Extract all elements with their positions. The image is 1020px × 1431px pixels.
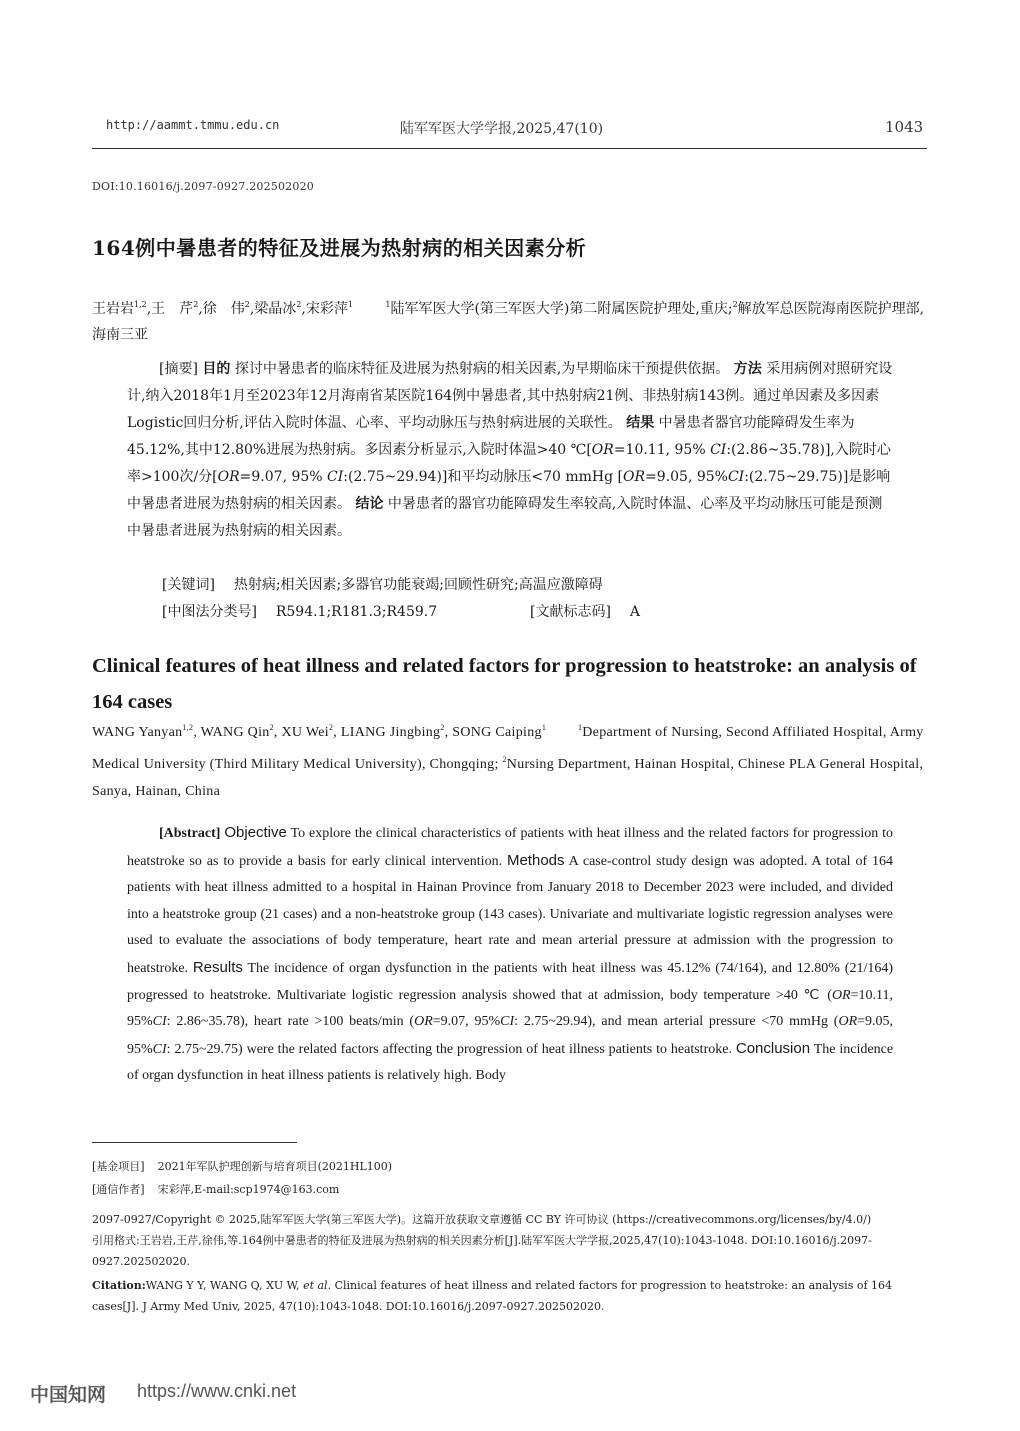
ci-term: CI — [500, 1014, 515, 1030]
methods-text: A case-control study design was adopted. A total of 164 patients with heat illness admitted to a hospital in Hainan Province from January 2018 to December 2023 were included, and divided into a heatstroke group (21 cases) and a non-heatstroke group (143 cases). Univariate and multivariate logistic regression analyses were used to evaluate the associations of body temperature, heart rate and mean arterial pressure at admission with the progression to heatstroke. — [127, 853, 893, 976]
doi: DOI:10.16016/j.2097-0927.202502020 — [92, 180, 314, 193]
methods-label: 方法 — [733, 361, 762, 377]
conclusion-label: 结论 — [355, 496, 384, 512]
classification-label: [中图法分类号] — [162, 604, 257, 620]
author-sup: 1,2 — [134, 300, 147, 309]
header-rule — [92, 148, 927, 149]
document-code-label: [文献标志码] — [530, 604, 611, 620]
keywords-text: 热射病;相关因素;多器官功能衰竭;回顾性研究;高温应激障碍 — [233, 577, 603, 593]
citation-text: . Clinical features of heat illness and related factors for progression to heatstroke: an analysis of 164 cases[J]. J Army Med Univ, 2025, 47(10):1043-1048. DOI:10.16016/j.2097-0927.202502020. — [92, 1279, 893, 1313]
results-text: : 2.75~29.75) were the related factors affecting the progression of heat illness patients to heatstroke. — [166, 1041, 732, 1057]
affiliation-sup: 1 — [385, 300, 391, 309]
authors-en — [92, 714, 928, 805]
objective-text: To explore the clinical characteristics of patients with heat illness and the related factors for progression to heatstroke so as to provide a basis for early clinical intervention. — [127, 826, 894, 869]
citation-etal: et al — [303, 1279, 328, 1292]
corr-label: [通信作者] — [92, 1183, 145, 1196]
document-code — [530, 601, 640, 621]
results-text: =9.05, 95% — [127, 1014, 894, 1057]
keywords-cn — [162, 574, 603, 594]
classification — [162, 601, 437, 621]
author-sup: 2 — [269, 723, 274, 732]
author-en: , WANG Qin — [193, 725, 270, 740]
abstract-label: [摘要] — [159, 361, 198, 377]
author-sup: 1 — [347, 300, 353, 309]
or-term: OR — [831, 987, 851, 1003]
citation-en — [92, 1275, 932, 1317]
results-text: =9.05, 95% — [645, 469, 728, 485]
abstract-cn — [127, 356, 893, 545]
author-en: , XU Wei — [273, 725, 329, 740]
or-term: OR — [591, 442, 614, 458]
conclusion-text: The incidence of organ dysfunction in heat illness patients is relatively high. Body — [127, 1041, 894, 1084]
citation-cn: 引用格式:王岩岩,王芹,徐伟,等.164例中暑患者的特征及进展为热射病的相关因素分析[J].陆军军医大学学报,2025,47(10):1043-1048. DOI:10.16016/j.2097-0927.202502020. — [92, 1234, 872, 1268]
citation-authors: WANG Y Y, WANG Q, XU W, — [145, 1279, 304, 1292]
classification-text: R594.1;R181.3;R459.7 — [275, 604, 438, 620]
corr-text: 宋彩萍,E-mail:scp1974@163.com — [157, 1183, 340, 1196]
author-en: , LIANG Jingbing — [333, 725, 441, 740]
ci-term: CI — [152, 1041, 167, 1057]
affiliation-cn: 陆军军医大学(第三军医大学)第二附属医院护理处,重庆; — [390, 301, 733, 317]
fund-text: 2021年军队护理创新与培育项目(2021HL100) — [157, 1160, 393, 1173]
title-en: Clinical features of heat illness and related factors for progression to heatstroke: an analysis of 164 cases — [92, 655, 917, 713]
ci-term: CI — [152, 1014, 167, 1030]
fund-label: [基金项目] — [92, 1160, 145, 1173]
or-term: OR — [838, 1014, 858, 1030]
results-text: =9.07, 95% — [239, 469, 328, 485]
affiliation-sup: 1 — [577, 723, 583, 732]
page-number: 1043 — [885, 118, 924, 136]
abstract-en — [127, 820, 893, 1090]
ci-term: CI — [727, 469, 745, 485]
author-sup: 1 — [541, 723, 547, 732]
author-sup: 2 — [440, 723, 445, 732]
objective-label: Objective — [224, 824, 287, 841]
author-sup: 1,2 — [182, 723, 194, 732]
ci-term: CI — [710, 442, 727, 458]
citation-label: Citation: — [92, 1279, 146, 1292]
objective-label: 目的 — [202, 361, 231, 377]
fund-footnote — [92, 1158, 392, 1174]
keywords-label: [关键词] — [162, 577, 215, 593]
author-cn: ,王 芹 — [146, 301, 194, 317]
affiliation-sup: 2 — [502, 755, 507, 764]
results-text: : 2.75~29.94), and mean arterial pressure <70 mmHg ( — [514, 1014, 839, 1030]
copyright-block — [92, 1209, 932, 1272]
header-url[interactable]: http://aammt.tmmu.edu.cn — [106, 118, 280, 132]
document-code-value: A — [629, 604, 640, 620]
author-sup: 2 — [328, 723, 334, 732]
author-sup: 2 — [193, 300, 199, 309]
authors-cn — [92, 292, 928, 348]
results-text: : 2.86~35.78), heart rate >100 beats/min ( — [166, 1014, 415, 1030]
footnote-rule — [92, 1142, 297, 1143]
correspondence-footnote — [92, 1181, 339, 1197]
author-cn: ,梁晶冰 — [249, 301, 297, 317]
author-en: , SONG Caiping — [444, 725, 542, 740]
header-journal: 陆军军医大学学报,2025,47(10) — [400, 121, 604, 137]
author-cn: ,徐 伟 — [198, 301, 245, 317]
copyright-text: 2097-0927/Copyright © 2025,陆军军医大学(第三军医大学)。这篇开放获取文章遵循 CC BY 许可协议 (https://creativecommons.org/licenses/by/4.0/) — [92, 1213, 872, 1226]
results-text: The incidence of organ dysfunction in the patients with heat illness was 45.12% (74/164), and 12.80% (21/164) progressed to heatstroke. Multivariate logistic regression analysis showed that at admission, body temperature >40 ℃ ( — [127, 960, 893, 1003]
objective-text: 探讨中暑患者的临床特征及进展为热射病的相关因素,为早期临床干预提供依据。 — [234, 361, 730, 377]
results-text: 中暑患者器官功能障碍发生率为45.12%,其中12.80%进展为热射病。多因素分析显示,入院时体温>40 ℃[ — [127, 415, 855, 458]
results-text: :(2.75~29.75)]是影响中暑患者进展为热射病的相关因素。 — [127, 469, 891, 512]
author-en: WANG Yanyan — [92, 725, 183, 740]
author-cn: ,宋彩萍 — [301, 301, 348, 317]
results-text: =10.11, 95% — [127, 987, 893, 1030]
methods-text: 采用病例对照研究设计,纳入2018年1月至2023年12月海南省某医院164例中暑患者,其中热射病21例、非热射病143例。通过单因素及多因素Logistic回归分析,评估入院时体温、心率、平均动脉压与热射病进展的关联性。 — [127, 361, 893, 431]
affiliation-sup: 2 — [732, 300, 738, 309]
title-cn: 164例中暑患者的特征及进展为热射病的相关因素分析 — [92, 236, 587, 260]
ci-term: CI — [327, 469, 344, 485]
conclusion-text: 中暑患者的器官功能障碍发生率较高,入院时体温、心率及平均动脉压可能是预测中暑患者进展为热射病的相关因素。 — [127, 496, 883, 539]
author-sup: 2 — [244, 300, 250, 309]
affiliation-en: Nursing Department, Hainan Hospital, Chinese PLA General Hospital, Sanya, Hainan, China — [92, 757, 924, 799]
results-label: 结果 — [626, 415, 655, 431]
results-text: :(2.86~35.78)],入院时心率>100次/分[ — [127, 442, 891, 485]
affiliation-cn: 解放军总医院海南医院护理部,海南三亚 — [92, 301, 925, 343]
author-sup: 2 — [296, 300, 302, 309]
cnki-logo[interactable]: 中国知网 — [30, 1385, 107, 1406]
results-label: Results — [192, 958, 243, 976]
affiliation-en: Department of Nursing, Second Affiliated Hospital, Army Medical University (Third Military Medical University), Chongqing; — [92, 725, 924, 772]
abstract-label: [Abstract] — [159, 826, 221, 841]
conclusion-label: Conclusion — [735, 1039, 811, 1057]
cnki-url[interactable]: https://www.cnki.net — [137, 1381, 297, 1401]
results-text: =9.07, 95% — [432, 1014, 501, 1030]
author-cn: 王岩岩 — [92, 301, 134, 317]
or-term: OR — [217, 469, 240, 485]
methods-label: Methods — [506, 851, 565, 869]
or-term: OR — [623, 469, 646, 485]
results-text: :(2.75~29.94)]和平均动脉压<70 mmHg [ — [343, 469, 624, 485]
results-text: =10.11, 95% — [613, 442, 711, 458]
or-term: OR — [414, 1014, 433, 1030]
